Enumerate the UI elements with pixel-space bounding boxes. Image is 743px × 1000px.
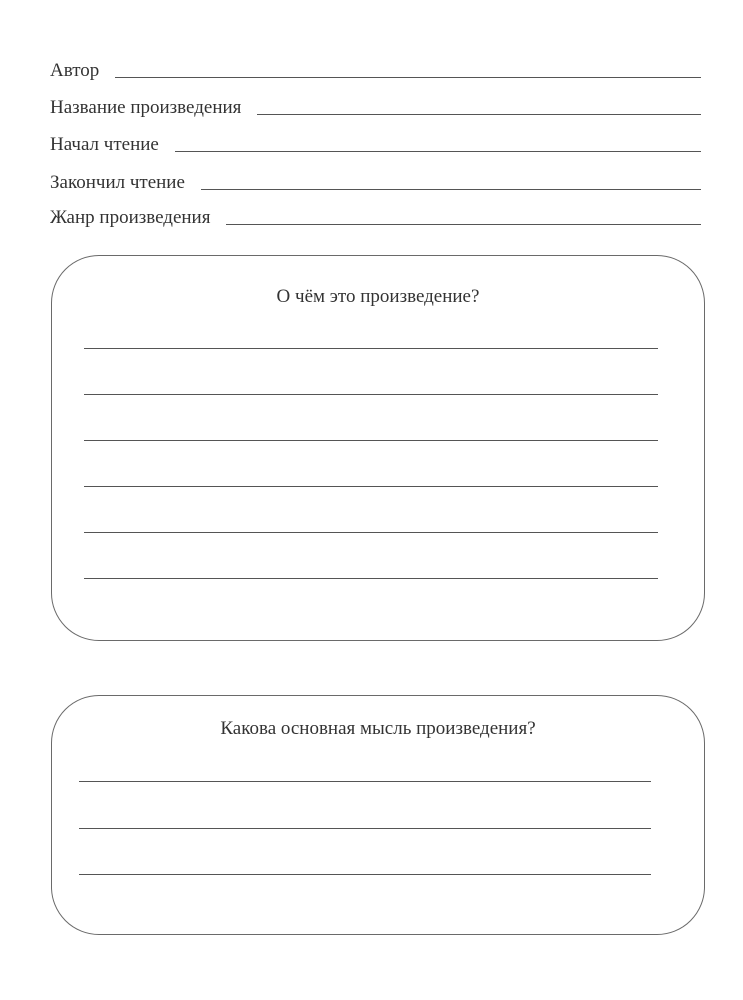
title-field — [50, 93, 701, 117]
summary-answer-line[interactable] — [84, 394, 658, 395]
author-label: Автор — [50, 60, 100, 81]
finish-reading-answer-line[interactable] — [201, 189, 701, 190]
start-reading-label: Начал чтение — [50, 134, 159, 155]
main-idea-box — [51, 695, 705, 935]
summary-answer-line[interactable] — [84, 532, 658, 533]
main-idea-answer-line[interactable] — [79, 874, 651, 875]
summary-answer-line[interactable] — [84, 486, 658, 487]
finish-reading-label: Закончил чтение — [50, 172, 185, 193]
title-answer-line[interactable] — [257, 114, 701, 115]
summary-answer-line[interactable] — [84, 578, 658, 579]
main-idea-answer-line[interactable] — [79, 828, 651, 829]
summary-answer-line[interactable] — [84, 348, 658, 349]
finish-reading-field — [50, 168, 701, 192]
summary-box — [51, 255, 705, 641]
genre-label: Жанр произведения — [50, 207, 211, 228]
start-reading-answer-line[interactable] — [175, 151, 701, 152]
author-field — [50, 56, 701, 80]
author-answer-line[interactable] — [115, 77, 701, 78]
main-idea-question: Какова основная мысль произведения? — [220, 718, 536, 739]
genre-field — [50, 203, 701, 227]
title-label: Название произведения — [50, 97, 242, 118]
start-reading-field — [50, 130, 701, 154]
genre-answer-line[interactable] — [226, 224, 701, 225]
summary-question: О чём это произведение? — [276, 286, 480, 307]
summary-answer-line[interactable] — [84, 440, 658, 441]
main-idea-answer-line[interactable] — [79, 781, 651, 782]
